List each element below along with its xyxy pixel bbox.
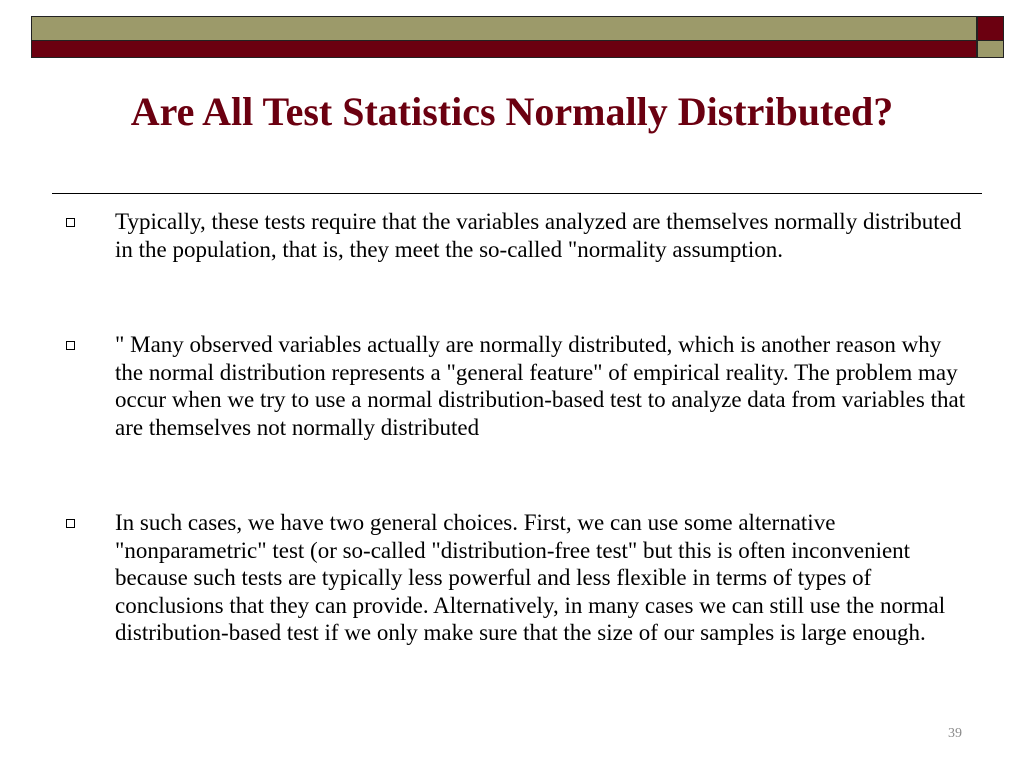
title-divider [52,193,982,194]
bullet-text: " Many observed variables actually are normally distributed, which is another reason why the normal distribution represents a "general feature" of empirical reality. The problem may occur when we try to use a normal distribution-based test to analyze data from variables that are themselves not normally distributed [115,332,966,440]
header-square-olive [977,41,1004,58]
header-bar-maroon [31,41,977,58]
hollow-square-bullet-icon [66,218,75,227]
slide-title: Are All Test Statistics Normally Distributed? [130,89,894,134]
bullet-text: Typically, these tests require that the variables analyzed are themselves normally distributed in the population, that is, they meet the so-called "normality assumption. [115,209,962,262]
bullet-text: In such cases, we have two general choices. First, we can use some alternative "nonparametric" test (or so-called "distribution-free test" but this is often inconvenient because such tests are typically less powerful and less flexible in terms of types of conclusions that they can provide. Alternatively, in many cases we can still use the normal distribution-based test if we only make sure that the size of our samples is large enough. [115,510,946,645]
header-square-maroon [977,16,1004,41]
hollow-square-bullet-icon [66,341,75,350]
page-number: 39 [948,726,962,741]
hollow-square-bullet-icon [66,519,75,528]
header-bar-olive [31,16,977,41]
